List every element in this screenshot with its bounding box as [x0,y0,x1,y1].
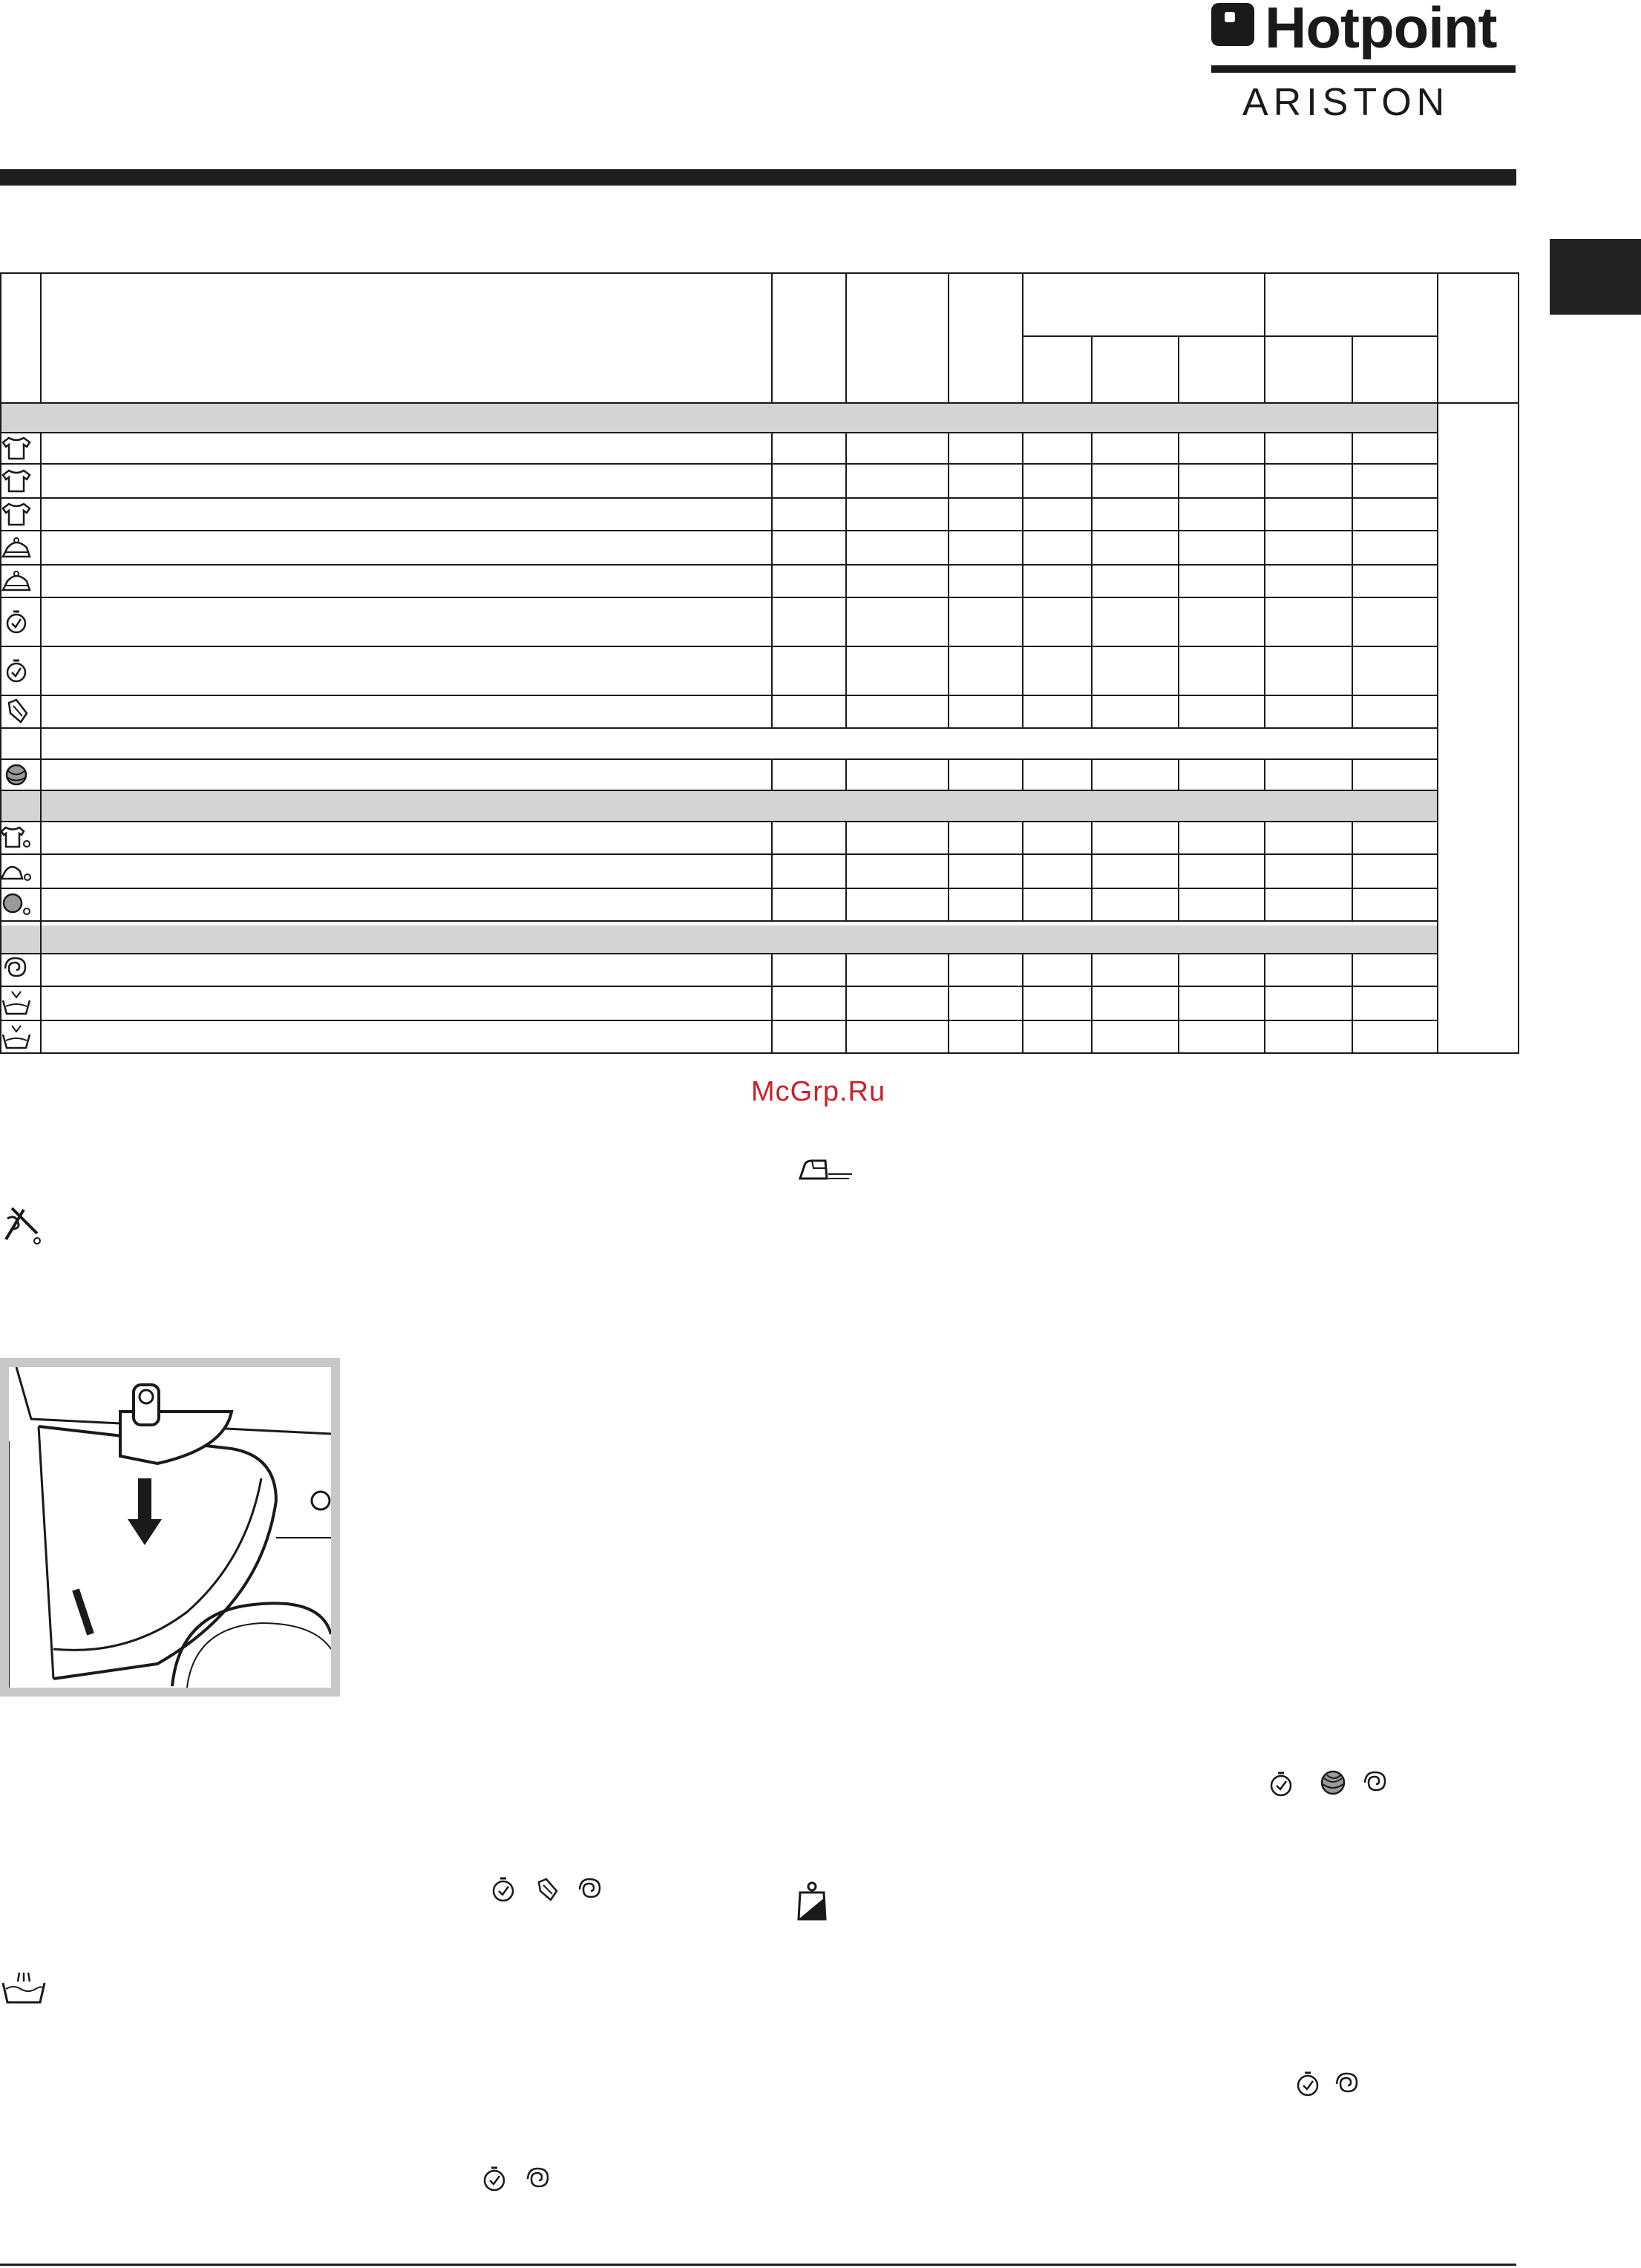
header-bar [0,169,1516,186]
quick-wash-icon [481,2164,508,2194]
synthetic-icon [0,568,33,594]
cotton-shirt-icon [0,501,33,528]
weight-icon [796,1881,828,1922]
synthetic-sun-icon [0,858,33,885]
dispenser-drawing [9,1367,331,1688]
programme-table-grid [0,272,1519,1054]
delicates-icon [0,698,33,725]
iron-icon [797,1155,856,1184]
brand-logo [1210,0,1522,126]
spin-icon [576,1876,606,1906]
logo-mark-icon [1211,3,1254,46]
quick-wash-icon [490,1875,517,1904]
rinse-icon [0,1024,33,1051]
stain-icon [1,1204,43,1245]
section-band [0,925,1438,954]
dispenser-illustration [0,1358,340,1697]
delicates-icon [533,1875,563,1904]
quick-wash-icon [0,658,33,684]
spin-icon [0,957,33,983]
language-tab [1550,239,1641,315]
section-band [0,790,1438,822]
spin-icon [524,2166,554,2195]
programme-table [0,272,1519,1054]
watermark-text: McGrp.Ru [751,1076,886,1107]
wool-sun-icon [0,891,33,918]
section-band [0,403,1438,433]
cotton-shirt-icon [0,435,33,462]
cotton-sun-icon [0,825,33,851]
synthetic-icon [0,534,33,561]
rinse-icon [0,990,33,1017]
quick-wash-icon [1294,2069,1321,2099]
footer-rule [0,2264,1516,2266]
quick-wash-icon [1268,1769,1294,1799]
wool-icon [1318,1768,1348,1797]
cotton-shirt-icon [0,468,33,494]
spin-icon [1333,2071,1363,2100]
logo-divider [1211,65,1516,73]
spin-icon [1361,1769,1391,1799]
quick-wash-icon [0,609,33,635]
brand-subname: ARISTON [1242,81,1450,124]
prewash-basin-icon [1,1971,46,2005]
wool-icon [0,761,33,788]
brand-name: Hotpoint [1265,0,1497,60]
